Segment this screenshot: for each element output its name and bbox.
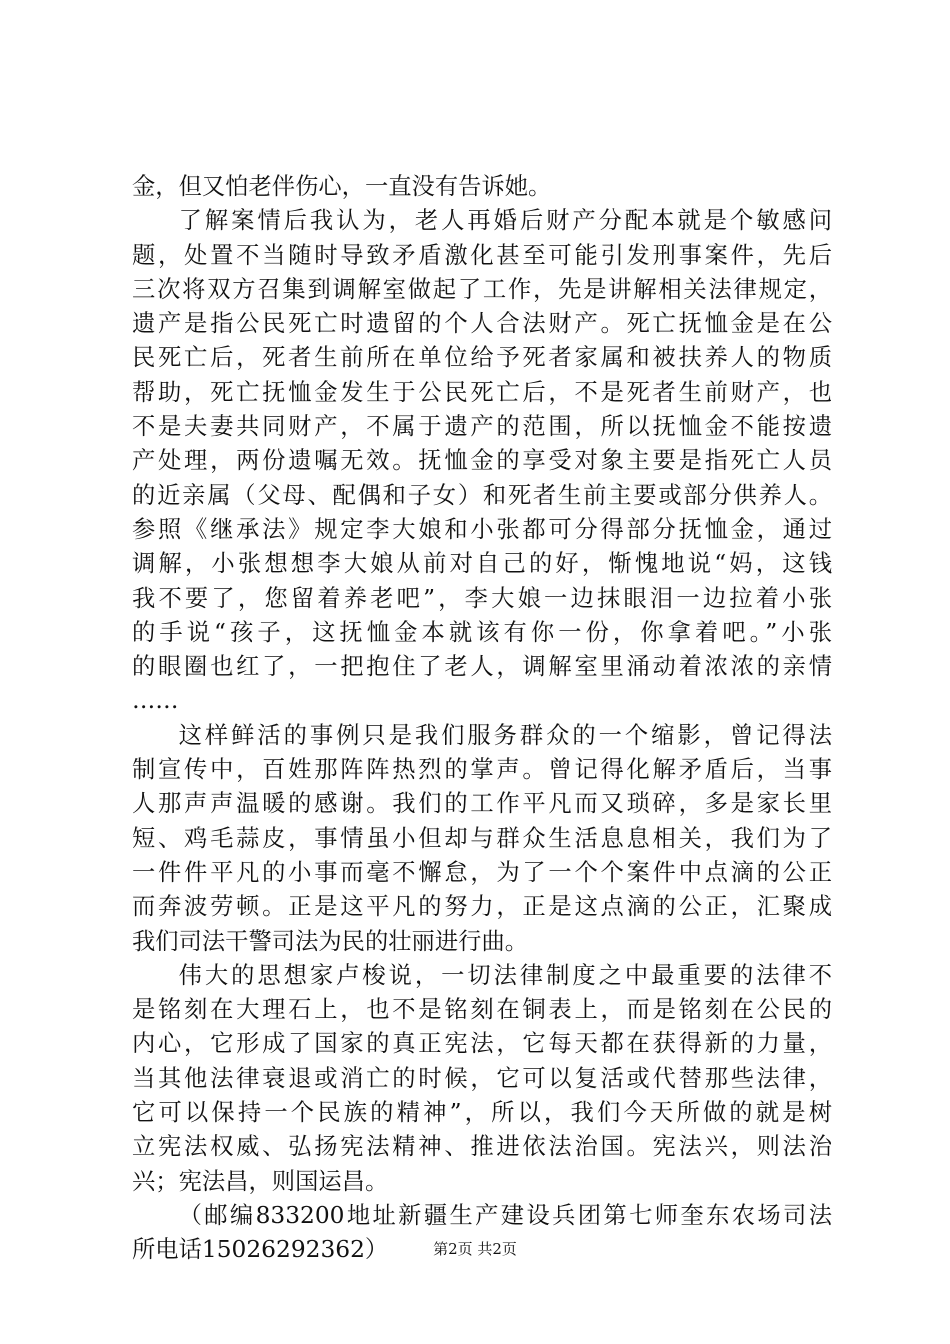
text-line: 三次将双方召集到调解室做起了工作，先是讲解相关法律规定， (132, 275, 832, 303)
text-line: 不是夫妻共同财产，不属于遗产的范围，所以抚恤金不能按遗 (132, 413, 832, 441)
text-line: 立宪法权威、弘扬宪法精神、推进依法治国。宪法兴，则法治 (132, 1133, 832, 1161)
paragraph (132, 719, 832, 959)
text-line: 而奔波劳顿。正是这平凡的努力，正是这点滴的公正，汇聚成 (132, 893, 832, 921)
text-line: 的近亲属（父母、配偶和子女）和死者生前主要或部分供养人。 (132, 481, 832, 509)
text-line: 兴；宪法昌，则国运昌。 (132, 1167, 389, 1195)
text-line: 参照《继承法》规定李大娘和小张都可分得部分抚恤金，通过 (132, 515, 832, 543)
text-line: 制宣传中，百姓那阵阵热烈的掌声。曾记得化解矛盾后，当事 (132, 756, 832, 784)
text-line: 它可以保持一个民族的精神”，所以，我们今天所做的就是树 (132, 1099, 832, 1127)
text-line: 伟大的思想家卢梭说，一切法律制度之中最重要的法律不 (178, 961, 832, 989)
text-line: 这样鲜活的事例只是我们服务群众的一个缩影，曾记得法 (178, 721, 832, 749)
text-line: 题，处置不当随时导致矛盾激化甚至可能引发刑事案件，先后 (132, 241, 832, 269)
text-line: 人那声声温暖的感谢。我们的工作平凡而又琐碎，多是家长里 (132, 790, 832, 818)
text-line: 一件件平凡的小事而毫不懈怠，为了一个个案件中点滴的公正 (132, 858, 832, 886)
text-line: 民死亡后，死者生前所在单位给予死者家属和被扶养人的物质 (132, 344, 832, 372)
text-line: 内心，它形成了国家的真正宪法，它每天都在获得新的力量， (132, 1030, 832, 1058)
text-line: 了解案情后我认为，老人再婚后财产分配本就是个敏感问 (178, 207, 832, 235)
text-line: 所电话15026292362） (132, 1236, 389, 1264)
text-line: （邮编833200地址新疆生产建设兵团第七师奎东农场司法 (178, 1201, 832, 1229)
text-line: 产处理，两份遗嘱无效。抚恤金的享受对象主要是指死亡人员 (132, 447, 832, 475)
paragraph (132, 959, 832, 1199)
text-line: 金，但又怕老伴伤心，一直没有告诉她。 (132, 173, 552, 200)
text-line: 的手说“孩子，这抚恤金本就该有你一份，你拿着吧。”小张 (132, 618, 832, 646)
text-line: 短、鸡毛蒜皮，事情虽小但却与群众生活息息相关，我们为了 (132, 824, 832, 852)
text-line: 调解，小张想想李大娘从前对自己的好，惭愧地说“妈，这钱 (132, 550, 832, 578)
text-line: …… (132, 687, 179, 715)
text-line: 的眼圈也红了，一把抱住了老人，调解室里涌动着浓浓的亲情 (132, 653, 832, 681)
text-line: 我不要了，您留着养老吧”，李大娘一边抹眼泪一边拉着小张 (132, 584, 832, 612)
page-footer: 第2页 共2页 (433, 1240, 517, 1258)
text-line: 当其他法律衰退或消亡的时候，它可以复活或代替那些法律， (132, 1064, 832, 1092)
text-line: 我们司法干警司法为民的壮丽进行曲。 (132, 927, 529, 955)
text-line: 帮助，死亡抚恤金发生于公民死亡后，不是死者生前财产，也 (132, 378, 832, 406)
text-line: 是铭刻在大理石上，也不是铭刻在铜表上，而是铭刻在公民的 (132, 996, 832, 1024)
document-body (132, 170, 832, 1268)
text-line: 遗产是指公民死亡时遗留的个人合法财产。死亡抚恤金是在公 (132, 310, 832, 338)
paragraph (132, 204, 832, 718)
paragraph (132, 170, 832, 204)
